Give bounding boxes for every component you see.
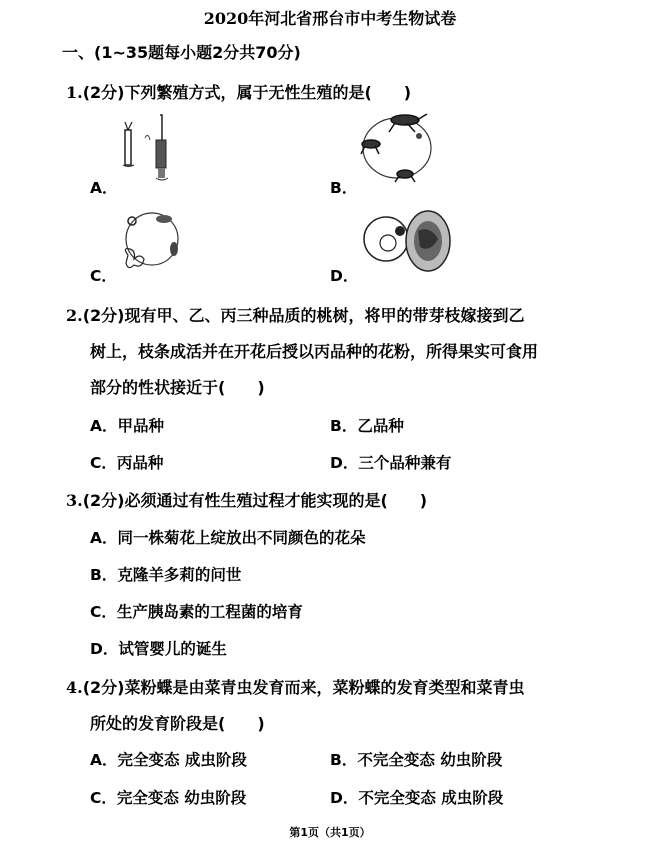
q4-option-d[interactable]: D．不完全变态 成虫阶段	[330, 789, 504, 807]
question-text: (2分)必须通过有性生殖过程才能实现的是( )	[82, 491, 428, 510]
q2-option-c[interactable]: C．丙品种	[90, 454, 164, 472]
grasshopper-life-cycle-figure	[355, 108, 440, 188]
q1-option-d[interactable]: D．	[330, 267, 359, 285]
question-number: 3.	[66, 491, 83, 510]
q3-option-d[interactable]: D．试管婴儿的诞生	[90, 640, 227, 658]
question-text: 部分的性状接近于( )	[90, 378, 265, 397]
q3-option-a[interactable]: A．同一株菊花上绽放出不同颜色的花朵	[90, 529, 366, 547]
q4-option-a[interactable]: A．完全变态 成虫阶段	[90, 751, 247, 769]
q3-option-b[interactable]: B．克隆羊多莉的问世	[90, 566, 242, 584]
bird-egg-figure	[360, 205, 455, 280]
question-3-stem	[66, 488, 427, 511]
question-number: 2.	[66, 306, 83, 325]
question-text: (2分)下列繁殖方式，属于无性生殖的是( )	[82, 83, 412, 102]
plant-cutting-figure	[120, 110, 180, 185]
question-1-stem	[66, 80, 411, 103]
page-footer: 第1页（共1页）	[289, 826, 371, 839]
q1-option-a[interactable]: A．	[90, 179, 118, 197]
section-heading: 一、(1~35题每小题2分共70分)	[62, 43, 301, 62]
question-number: 4.	[66, 678, 83, 697]
question-2-stem	[66, 303, 524, 326]
q2-option-d[interactable]: D．三个品种兼有	[330, 454, 452, 472]
question-number: 1.	[66, 83, 83, 102]
page-title: 2020年河北省邢台市中考生物试卷	[203, 9, 457, 28]
q1-option-b[interactable]: B．	[330, 179, 358, 197]
question-text: 所处的发育阶段是( )	[90, 714, 265, 733]
q1-option-c[interactable]: C．	[90, 267, 117, 285]
question-text: (2分)现有甲、乙、丙三种品质的桃树，将甲的带芽枝嫁接到乙	[82, 306, 525, 325]
q2-option-b[interactable]: B．乙品种	[330, 417, 404, 435]
butterfly-life-cycle-figure	[118, 205, 183, 275]
q4-option-b[interactable]: B．不完全变态 幼虫阶段	[330, 751, 503, 769]
question-text: (2分)菜粉蝶是由菜青虫发育而来，菜粉蝶的发育类型和菜青虫	[82, 678, 525, 697]
q4-option-c[interactable]: C．完全变态 幼虫阶段	[90, 789, 247, 807]
q2-option-a[interactable]: A．甲品种	[90, 417, 164, 435]
question-text: 树上，枝条成活并在开花后授以丙品种的花粉，所得果实可食用	[90, 342, 539, 361]
question-4-stem	[66, 675, 524, 698]
q3-option-c[interactable]: C．生产胰岛素的工程菌的培育	[90, 603, 303, 621]
